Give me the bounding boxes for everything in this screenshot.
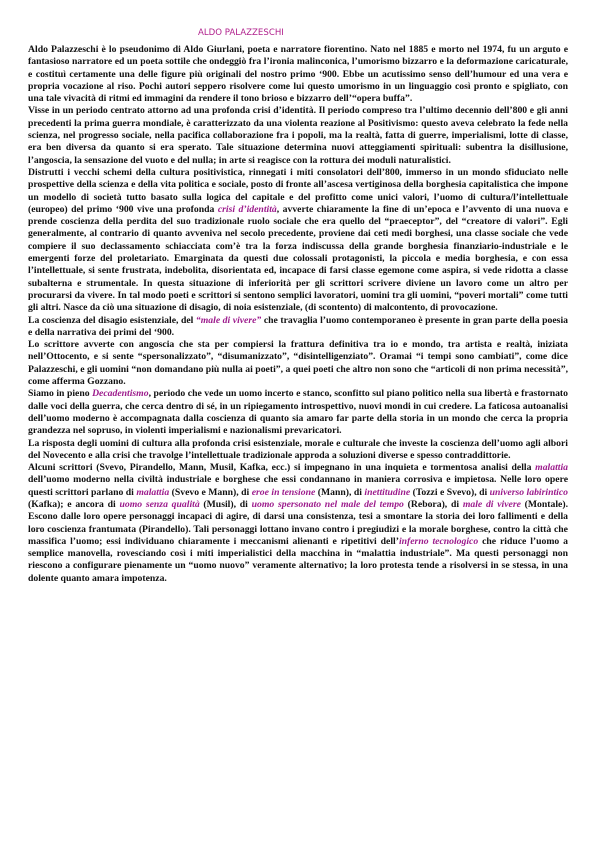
emphasis-text: malattia bbox=[136, 486, 170, 498]
emphasis-text: uomo spersonato nel male del tempo bbox=[251, 498, 404, 510]
text-run: La risposta degli uomini di cultura alla profonda crisi esistenziale, morale e culturale che investe la coscienza dell’uomo agli albori del Novecento e alla crisi che travolge l’intellettuale tradizionale approda a soluzioni diverse e spesso contraddittorie. bbox=[28, 437, 568, 461]
text-run: Visse in un periodo centrato attorno ad una profonda crisi d’identità. Il periodo compreso tra l’ultimo decennio dell’800 e gli anni precedenti la prima guerra mondiale, è caratterizzato da una violenta reazione al Positivismo: questo aveva celebrato la fede nella scienza, nel progresso sociale, nella pacifica collaborazione fra i popoli, ma la realtà, fatta di guerre, imperialismi, lotte di classe, era ben diversa da quanto si era sperato. Tale situazione determina nuovi atteggiamenti spirituali: subentra la disillusione, l’angoscia, la sensazione del vuoto e del nulla; in arte si reagisce con la rottura dei moduli naturalistici. bbox=[28, 105, 568, 166]
text-run: dell’uomo moderno nella civiltà industriale e borghese che essi condannano in maniera corrosiva e impietosa. Nelle loro opere questi scrittori parlano di bbox=[28, 474, 568, 498]
page-title: ALDO PALAZZESCHI bbox=[198, 28, 284, 38]
text-run: La coscienza del disagio esistenziale, del bbox=[28, 314, 196, 326]
text-run: Lo scrittore avverte con angoscia che sta per compiersi la frattura definitiva tra io e mondo, tra artista e realtà, iniziata nell’Ottocento, e si sente “spersonalizzato”, “disumanizzato”, “disintelligenziato”. Oramai “i tempi sono cambiati”, come dice Palazzeschi, e gli uomini “non domandano più nulla ai poeti”, a quei poeti che altro non sono che “articoli di non prima necessità”, come afferma Gozzano. bbox=[28, 339, 568, 388]
text-run: (Kafka); e ancora di bbox=[28, 498, 120, 510]
emphasis-text: inferno tecnologico bbox=[398, 535, 479, 547]
text-run: (Montale). Escono dalle loro opere personaggi incapaci di agire, di darsi una consistenza, tesi a smontare la storia dei loro fallimenti e della loro coscienza frantumata (Pirandello). Tali personaggi lottano invano contro i pregiudizi e la morale borghese, contro la città che massifica l’uomo; essi individuano chiaramente i meccanismi alienanti e ripetitivi dell’ bbox=[28, 498, 568, 547]
emphasis-text: male di vivere bbox=[462, 498, 521, 510]
paragraph bbox=[28, 167, 568, 315]
text-run: (Rebora), di bbox=[403, 498, 463, 510]
text-run: Aldo Palazzeschi è lo pseudonimo di Aldo Giurlani, poeta e narratore fiorentino. Nato nel 1885 e morto nel 1974, fu un arguto e fantasioso narratore ed un poeta sottile che ondeggiò fra l’ironia malinconica, l’umorismo bizzarro e la deformazione caricaturale, e costituì certamente una delle figure più originali del nostro primo ‘900. Ebbe un acutissimo senso dell’humour ed una vera e propria vocazione al riso. Pochi autori seppero risolvere come lui questo umorismo in un linguaggio così pronto e spigliato, con una tale vivacità di ritmi ed immagini da rendere il tono brioso e bizzarro dell’“opera buffa”. bbox=[28, 44, 568, 105]
emphasis-text: universo labirintico bbox=[489, 486, 568, 498]
text-run: , avverte chiaramente la fine di un’epoca e l’avvento di una nuova e prende coscienza della perdita del suo tradizionale ruolo sociale che era quello del “praeceptor”, del “creatore di valori”. Egli generalmente, al contrario di quanto avveniva nel secolo precedente, proviene dai ceti medi borghesi, una classe sociale che vede compiere il suo declassamento schiacciata com’è tra la forza indiscussa della grande borghesia finanziario-industriale e le emergenti forze del proletariato. Emarginata da questi due colossali protagonisti, la piccola e media borghesia, e con essa l’intellettuale, si sente frustrata, indebolita, disorientata ed, incapace di farsi classe egemone come aspira, si vede ridotta a classe subalterna e strumentale. In questa situazione di inferiorità per gli scrittori scrivere diviene un lavoro come un altro per procurarsi da vivere. In tal modo poeti e scrittori si sentono semplici lavoratori, uomini tra gli uomini, “poveri mortali” come tutti gli altri. Nasce da ciò una situazione di disagio, di noia esistenziale, (di scontento) di malcontento, di provocazione. bbox=[28, 203, 568, 314]
text-run: (Svevo e Mann), di bbox=[169, 486, 252, 498]
text-run: che riduce l’uomo a semplice manovella, rovesciando così i miti imperialistici della macchina in “malattia industriale”. Ma questi personaggi non riescono a configurare pienamente un “uomo nuovo” veramente alternativo; la loro protesta tende a risolversi in se stessa, in una dolente quanto amara impotenza. bbox=[28, 535, 569, 584]
text-run: Alcuni scrittori (Svevo, Pirandello, Mann, Musil, Kafka, ecc.) si impegnano in una inquieta e tormentosa analisi della bbox=[28, 462, 536, 474]
paragraph bbox=[28, 339, 568, 388]
text-run: (Tozzi e Svevo), di bbox=[410, 486, 490, 498]
emphasis-text: Decadentismo bbox=[92, 388, 149, 400]
emphasis-text: crisi d’identità bbox=[217, 203, 277, 215]
emphasis-text: uomo senza qualità bbox=[119, 498, 200, 510]
paragraph bbox=[28, 438, 568, 463]
paragraph bbox=[28, 105, 568, 166]
text-run: (Mann), di bbox=[315, 486, 365, 498]
emphasis-text: inettitudine bbox=[364, 486, 411, 498]
paragraph bbox=[28, 388, 568, 437]
text-run: Siamo in pieno bbox=[28, 388, 93, 400]
text-run: (Musil), di bbox=[199, 498, 252, 510]
document-body bbox=[28, 44, 568, 585]
emphasis-text: malattia bbox=[535, 462, 568, 474]
text-run: , periodo che vede un uomo incerto e stanco, sconfitto sul piano politico nella sua libertà e frastornato dalle voci della guerra, che cerca dentro di sé, in un ripiegamento introspettivo, nuovi mondi in cui credere. La faticosa autoanalisi dell’uomo moderno è accompagnata dalla coscienza di quanto sia amaro far parte della storia in un mondo che cerca la propria grandezza nel sopruso, in violenti imperialismi e nazionalismi prevaricatori. bbox=[28, 388, 568, 437]
emphasis-text: eroe in tensione bbox=[251, 486, 316, 498]
text-run: che travaglia l’uomo contemporaneo è presente in gran parte della poesia e della narrativa dei primi del ‘900. bbox=[28, 314, 568, 338]
text-run: Distrutti i vecchi schemi della cultura positivistica, rinnegati i miti consolatori dell’800, immerso in un mondo sfiduciato nelle prospettive della scienza e della vita politica e sociale, posto di fronte all’ascesa vertiginosa della borghesia capitalistica che impone un modello di società tutto basato sulla logica del capitale e del profitto come unici valori, l’uomo di cultura/l’intellettuale (europeo) del primo ‘900 vive una profonda bbox=[28, 166, 568, 215]
emphasis-text: “male di vivere” bbox=[195, 314, 262, 326]
document-page bbox=[28, 28, 568, 585]
paragraph bbox=[28, 44, 568, 105]
paragraph bbox=[28, 315, 568, 340]
paragraph bbox=[28, 462, 568, 585]
